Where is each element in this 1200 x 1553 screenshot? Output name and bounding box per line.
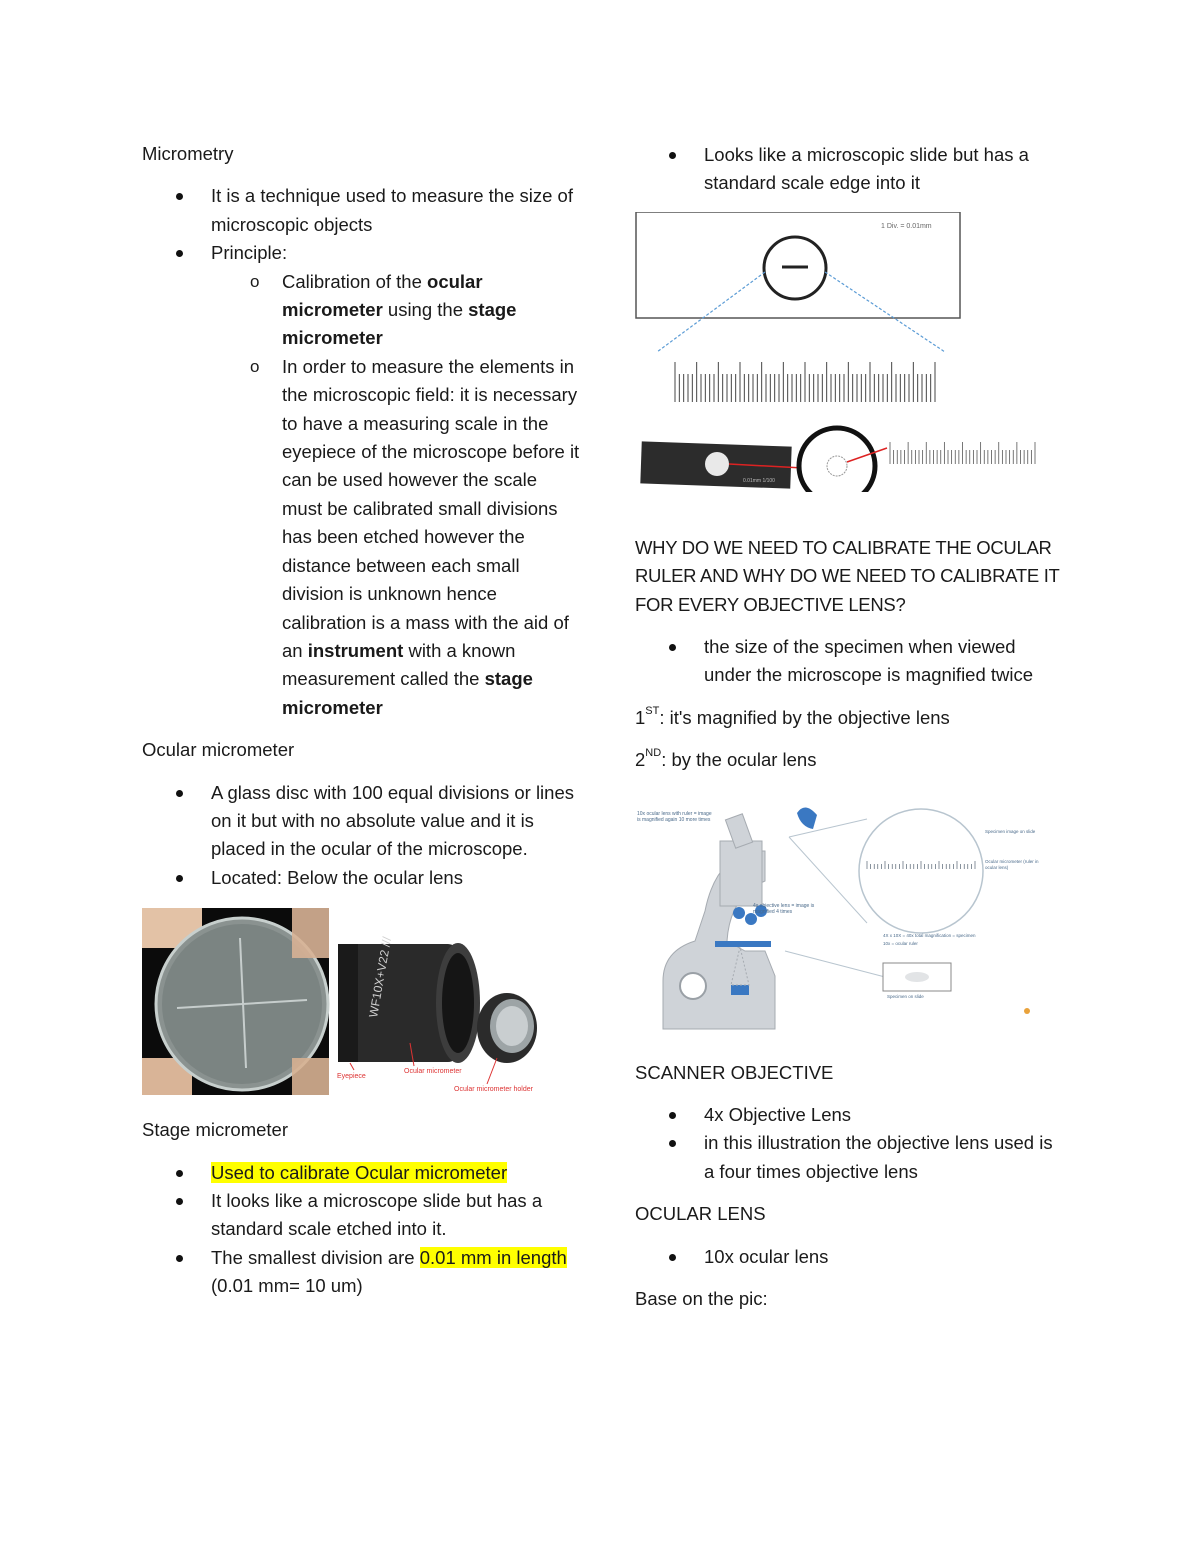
text-span: with a known measurement called the (282, 639, 516, 690)
ocular-micrometer-note: Ocular micrometer (ruler in ocular lens) (985, 858, 1039, 870)
list-item: Looks like a microscopic slide but has a standard scale edge into it (635, 141, 1065, 198)
ordinal-number: 2 (635, 749, 646, 771)
eyepiece-label: Eyepiece (337, 1073, 366, 1081)
micrometry-title: Micrometry (142, 143, 234, 164)
bold-term: instrument (307, 639, 404, 661)
sub-item (142, 353, 582, 722)
list-item: in this illustration the objective lens used is a four times objective lens (635, 1129, 1065, 1186)
specimen-slide-note: Specimen on slide (887, 993, 924, 999)
scale-ticks (675, 362, 935, 402)
objective-note: 4x objective lens = image is magnified 4 times (753, 902, 815, 915)
text-span: : it's magnified by the objective lens (659, 706, 950, 728)
ordinal-suffix: ST (645, 704, 660, 717)
text-span: (0.01 mm= 10 um) (211, 1275, 363, 1297)
sub-item (142, 268, 582, 353)
stage-micrometer-figure (635, 212, 1045, 492)
second-magnification (635, 746, 1065, 774)
list-item: A glass disc with 100 equal divisions or lines on it but with no absolute value and it is placed in the ocular of the microscope. (142, 779, 582, 864)
ocular-micrometer-label: Ocular micrometer (404, 1068, 462, 1076)
slide-photo-label: 0.01mm 1/100 (743, 477, 775, 484)
list-item: the size of the specimen when viewed under the microscope is magnified twice (635, 633, 1065, 690)
list-item: 10x ocular lens (635, 1243, 1065, 1271)
stage-slide-svg (635, 212, 1045, 492)
base-on-pic: Base on the pic: (635, 1288, 768, 1310)
ordinal-number: 1 (635, 706, 646, 728)
microscope-diagram-svg (635, 801, 1045, 1031)
ocular-micrometer-photo (142, 908, 542, 1098)
text-span: The smallest division are (211, 1246, 420, 1268)
scanner-list (635, 1101, 1065, 1186)
highlighted-text: Used to calibrate Ocular micrometer (211, 1161, 508, 1183)
ocular-list (142, 779, 582, 893)
bold-term: ocular micrometer (282, 270, 483, 321)
text-span: using the (382, 299, 469, 321)
zoom-ticks (890, 442, 1035, 464)
holder-label: Ocular micrometer holder (454, 1086, 533, 1094)
why-question: WHY DO WE NEED TO CALIBRATE THE OCULAR RULER AND WHY DO WE NEED TO CALIBRATE IT FOR EVERY OBJECTIVE LENS? (635, 536, 1060, 615)
slide-list (635, 141, 1065, 198)
right-column (635, 141, 1065, 1314)
total-magnification-note: 4X x 10X = 40x total magnification = specimen (883, 932, 976, 938)
ocular-ruler-note: 10x = ocular ruler (883, 940, 918, 946)
stage-list (142, 1159, 582, 1301)
ocular-lens-list (635, 1243, 1065, 1271)
list-item: Located: Below the ocular lens (142, 864, 582, 892)
stage-micrometer-title: Stage micrometer (142, 1119, 288, 1141)
bold-term: stage micrometer (282, 668, 533, 718)
microscope-diagram (635, 801, 1045, 1031)
sub-marker: o (250, 356, 260, 376)
scanner-objective-title: SCANNER OBJECTIVE (635, 1061, 834, 1083)
specimen-note: Specimen image on slide (985, 828, 1036, 834)
ocular-micrometer-title: Ocular micrometer (142, 739, 295, 761)
bold-term: stage micrometer (282, 299, 517, 349)
left-column (142, 140, 582, 1301)
list-item: It is a technique used to measure the size of microscopic objects (142, 182, 582, 239)
eyepiece-engraving: WF10X+V22 /// (366, 935, 395, 1019)
division-label: 1 Div. = 0.01mm (881, 222, 932, 230)
list-item: Principle: (142, 239, 582, 267)
sub-marker: o (250, 271, 260, 291)
text-span: Calibration of the (282, 270, 428, 292)
text-span: In order to measure the elements in the microscopic field: it is necessary to have a measuring scale in the eyepiece of the microscope before it can be used however the scale must be calibrated small divisions has been etched however the distance between each small division is unknown hence calibration is a mass with the aid of an (282, 355, 580, 661)
ocular-photo-svg (142, 908, 542, 1098)
why-list (635, 633, 1065, 690)
ordinal-suffix: ND (645, 747, 662, 760)
first-magnification (635, 704, 1065, 732)
micrometry-list (142, 182, 582, 722)
list-item (142, 1244, 582, 1301)
ocular-note: 10x ocular lens with ruler = image is magnified again 10 more times (637, 810, 712, 823)
list-item (142, 1159, 582, 1187)
ocular-lens-title: OCULAR LENS (635, 1203, 766, 1225)
list-item: 4x Objective Lens (635, 1101, 1065, 1129)
highlighted-text: 0.01 mm in length (419, 1246, 567, 1268)
text-span: : by the ocular lens (661, 749, 817, 771)
list-item: It looks like a microscope slide but has a standard scale etched into it. (142, 1187, 582, 1244)
